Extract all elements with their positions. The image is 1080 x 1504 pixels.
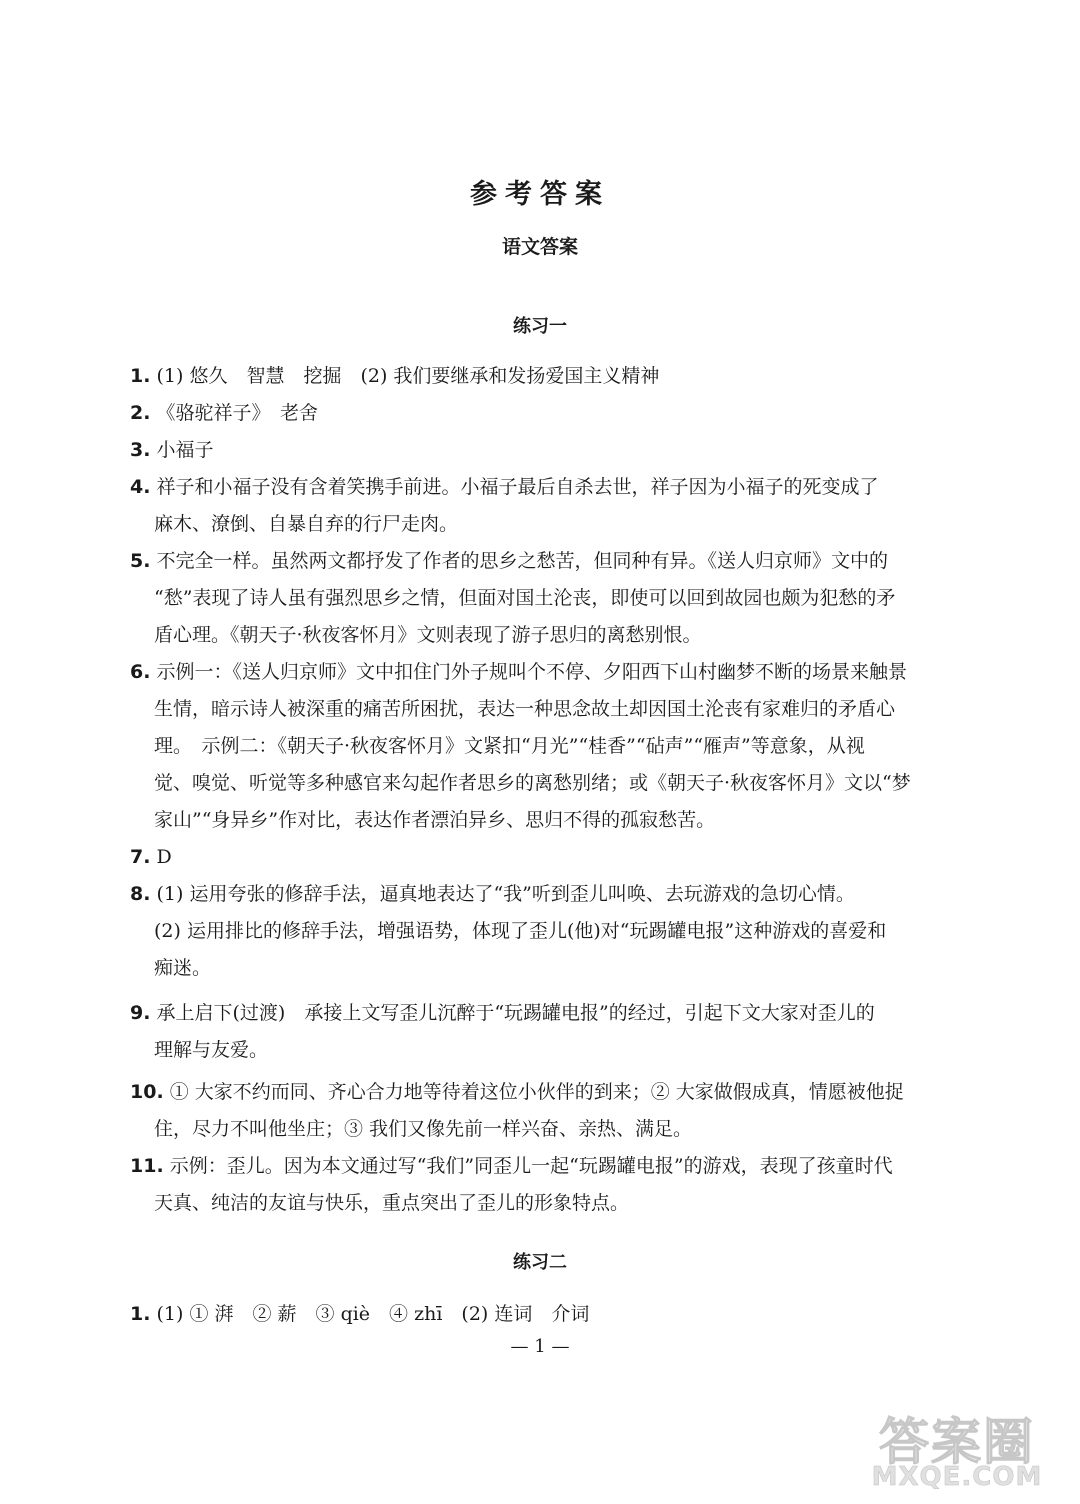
section-heading-1: 练习一 [513,316,567,337]
item-text: (1) 悠久 智慧 挖掘 (2) 我们要继承和发扬爱国主义精神 [156,365,660,387]
item-text: (2) 运用排比的修辞手法，增强语势，体现了歪儿(他)对“玩踢罐电报”这种游戏的喜爱和 [154,920,887,942]
item-text: 生情，暗示诗人被深重的痛苦所困扰，表达一种思念故土却因国土沦丧有家难归的矛盾心 [154,698,896,720]
item-text: 小福子 [156,439,214,461]
answer-item [130,876,950,987]
answer-item [130,469,950,543]
section-heading-2: 练习二 [513,1252,567,1273]
item-text: 理。 示例二：《朝天子·秋夜客怀月》文紧扣“月光”“桂香”“砧声”“雁声”等意象，从视 [154,735,865,757]
watermark-url: MXQE.COM [871,1462,1043,1492]
item-text: 麻木、潦倒、自暴自弃的行尸走肉。 [154,513,459,535]
item-number: 3. [130,439,151,461]
item-text: 痴迷。 [154,957,212,979]
item-text: 住，尽力不叫他坐庄；③ 我们又像先前一样兴奋、亲热、满足。 [154,1118,693,1140]
item-number: 8. [130,883,151,905]
answer-item [130,395,950,432]
item-text: 承上启下(过渡) 承接上文写歪儿沉醉于“玩踢罐电报”的经过，引起下文大家对歪儿的 [156,1002,875,1024]
item-number: 11. [130,1155,164,1177]
item-text: 示例：歪儿。因为本文通过写“我们”同歪儿一起“玩踢罐电报”的游戏，表现了孩童时代 [169,1155,893,1177]
answer-item [130,995,950,1069]
item-text: “愁”表现了诗人虽有强烈思乡之情，但面对国土沦丧，即使可以回到故园也颇为犯愁的矛 [154,587,896,609]
page-subtitle: 语文答案 [501,236,578,258]
page-number: — 1 — [510,1336,570,1357]
item-text: (1) ① 湃 ② 薪 ③ qiè ④ zhī (2) 连词 介词 [156,1303,590,1325]
item-text: ① 大家不约而同、齐心合力地等待着这位小伙伴的到来；② 大家做假成真，情愿被他捉 [169,1081,904,1103]
page-title: 参考答案 [470,179,610,210]
answer-item [130,543,950,654]
answer-item [130,1074,950,1148]
answer-item [130,358,950,395]
item-number: 2. [130,402,151,424]
item-number: 6. [130,661,151,683]
item-number: 1. [130,1303,151,1325]
item-text: 《骆驼祥子》 老舍 [156,402,319,424]
watermark-title: 答案圈 [879,1413,1035,1471]
item-text: 不完全一样。虽然两文都抒发了作者的思乡之愁苦，但同种有异。《送人归京师》文中的 [156,550,889,572]
item-number: 1. [130,365,151,387]
item-number: 10. [130,1081,164,1103]
item-text: 盾心理。《朝天子·秋夜客怀月》文则表现了游子思归的离愁别恨。 [154,624,702,646]
item-text: 觉、嗅觉、听觉等多种感官来勾起作者思乡的离愁别绪；或《朝天子·秋夜客怀月》文以“梦 [154,772,911,794]
item-text: 天真、纯洁的友谊与快乐，重点突出了歪儿的形象特点。 [154,1192,630,1214]
answer-item [130,1296,950,1333]
item-text: D [156,846,172,868]
item-number: 7. [130,846,151,868]
item-text: 家山”“身异乡”作对比，表达作者漂泊异乡、思归不得的孤寂愁苦。 [154,809,716,831]
item-text: 祥子和小福子没有含着笑携手前进。小福子最后自杀去世，祥子因为小福子的死变成了 [156,476,879,498]
answer-item [130,432,950,469]
answer-item [130,1148,950,1222]
item-number: 5. [130,550,151,572]
item-text: 理解与友爱。 [154,1039,269,1061]
answer-item [130,839,950,876]
answer-item [130,654,950,839]
item-number: 9. [130,1002,151,1024]
item-number: 4. [130,476,151,498]
item-text: (1) 运用夸张的修辞手法，逼真地表达了“我”听到歪儿叫唤、去玩游戏的急切心情。 [156,883,855,905]
item-text: 示例一：《送人归京师》文中扣住门外子规叫个不停、夕阳西下山村幽梦不断的场景来触景 [156,661,908,683]
watermark-logo [862,1402,1052,1498]
